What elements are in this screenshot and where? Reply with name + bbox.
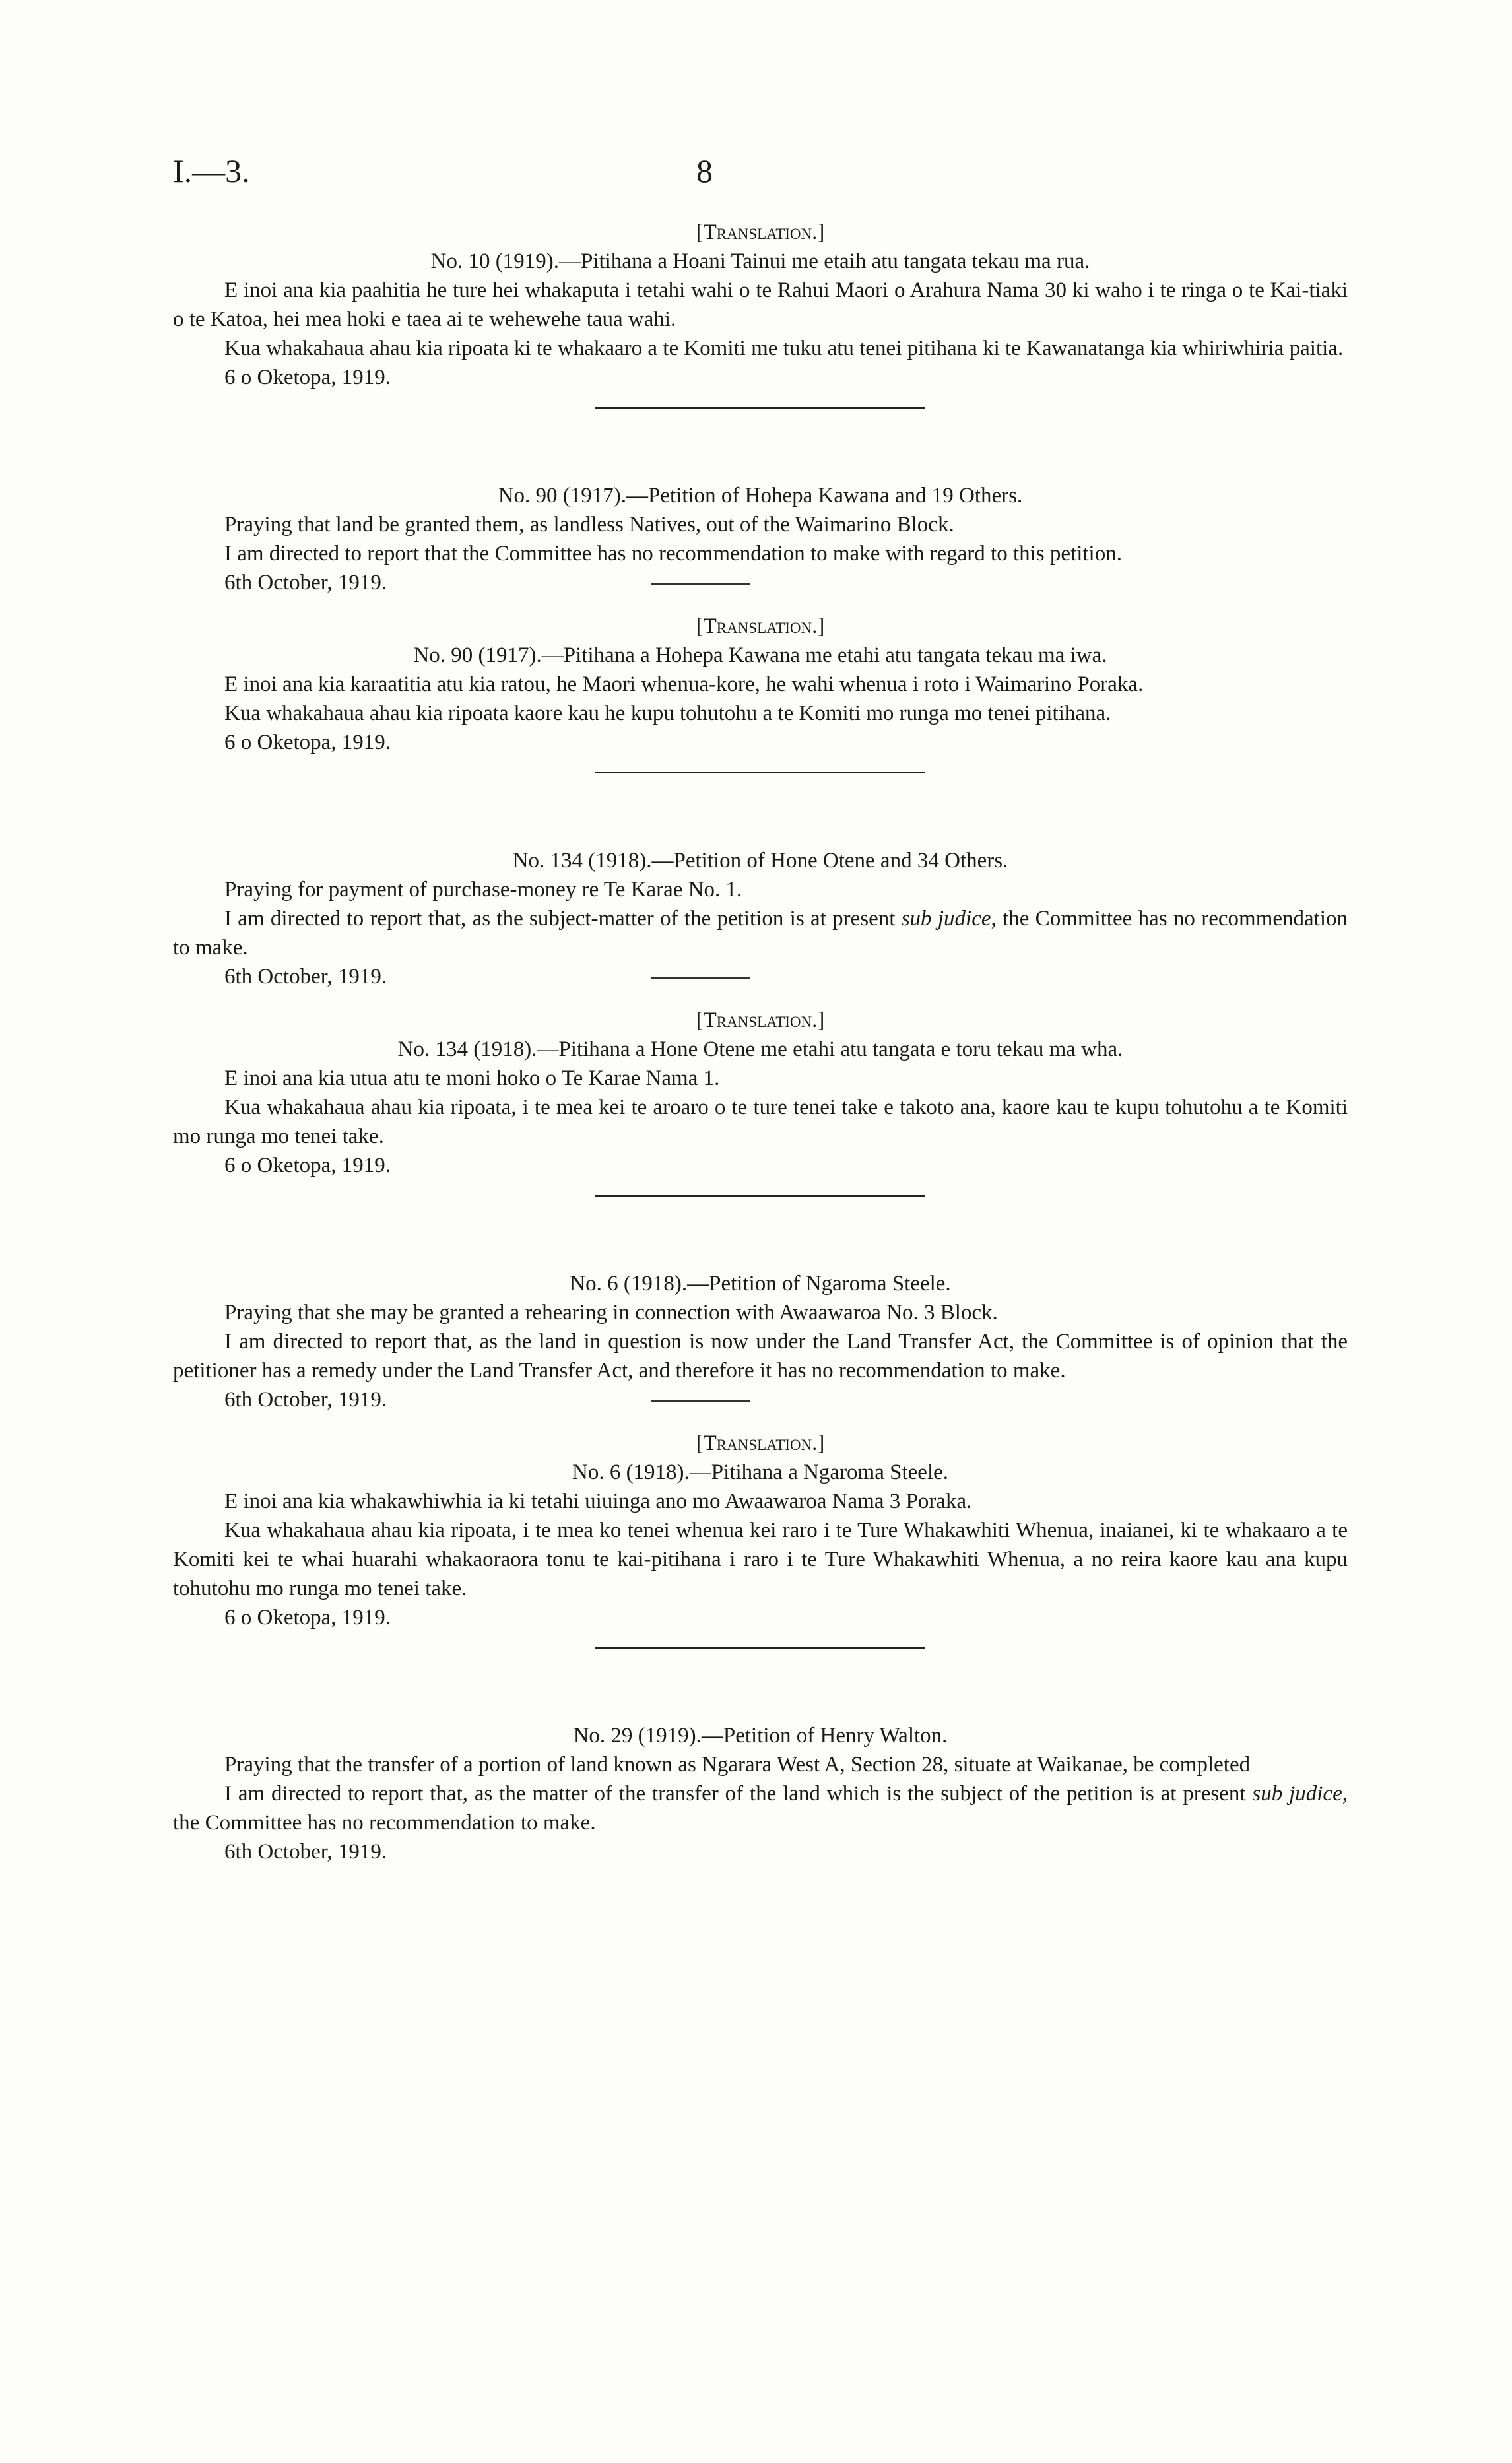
date-line: 6th October, 1919. xyxy=(173,962,1348,991)
paragraph: Praying for payment of purchase-money re Te Karae No. 1. xyxy=(224,878,742,902)
paragraph: I am directed to report that, as the land in question is now under the Land Transfer Act, the Committee is of opinion that the petitioner has a remedy under the Land Transfer Act, and therefore it has no recommendation to make. xyxy=(173,1330,1348,1383)
short-divider xyxy=(651,583,750,585)
section-petition-29-1919 xyxy=(173,1721,1348,1866)
section-title: No. 90 (1917).—Petition of Hohepa Kawana and 19 Others. xyxy=(498,484,1023,508)
paragraph: E inoi ana kia whakawhiwhia ia ki tetahi uiuinga ano mo Awaawaroa Nama 3 Poraka. xyxy=(224,1490,972,1513)
translation-label: [Translation.] xyxy=(696,614,825,638)
paragraph: E inoi ana kia paahitia he ture hei whakaputa i tetahi wahi o te Rahui Maori o Arahura Nama 30 ki waho i te ringa o te Kai-tiaki o te Katoa, hei mea hoki e taea ai te wehewehe taua wahi. xyxy=(173,279,1348,331)
section-title: No. 29 (1919).—Petition of Henry Walton. xyxy=(573,1724,948,1748)
paragraph: Kua whakahaua ahau kia ripoata, i te mea ko tenei whenua kei raro i te Ture Whakawhiti Whenua, inaianei, ki te whakaaro a te Komiti kei te whai huarahi whakaoraora tonu te kai-pitihana i raro i te Ture Whakawhiti Whenua, a no reira kaore kau ana kupu tohutohu mo runga mo tenei take. xyxy=(173,1519,1348,1600)
date-line: 6 o Oketopa, 1919. xyxy=(224,731,391,754)
date-line: 6th October, 1919. xyxy=(173,1385,1348,1414)
translation-label: [Translation.] xyxy=(696,220,825,244)
translation-title: No. 134 (1918).—Pitihana a Hone Otene me etahi atu tangata e toru tekau ma wha. xyxy=(397,1037,1123,1061)
section-petition-134-1918 xyxy=(173,846,1348,1180)
date-line: 6 o Oketopa, 1919. xyxy=(224,1606,391,1629)
paragraph: Kua whakahaua ahau kia ripoata kaore kau he kupu tohutohu a te Komiti mo runga mo tenei pitihana. xyxy=(224,702,1111,725)
date-line: 6 o Oketopa, 1919. xyxy=(224,366,391,389)
translation-title: No. 6 (1918).—Pitihana a Ngaroma Steele. xyxy=(572,1461,949,1484)
paragraph: I am directed to report that, as the matter of the transfer of the land which is the subject of the petition is at present sub judice, the Committee has no recommendation to make. xyxy=(173,1782,1348,1835)
series-label: I.—3. xyxy=(173,152,250,189)
paragraph: E inoi ana kia utua atu te moni hoko o Te Karae Nama 1. xyxy=(224,1067,720,1090)
paragraph: E inoi ana kia karaatitia atu kia ratou, he Maori whenua-kore, he wahi whenua i roto i Waimarino Poraka. xyxy=(224,673,1144,696)
paragraph: Praying that she may be granted a rehearing in connection with Awaawaroa No. 3 Block. xyxy=(224,1301,998,1325)
paragraph: I am directed to report that, as the subject-matter of the petition is at present sub judice, the Committee has no recommendation to make. xyxy=(173,907,1348,960)
paragraph: Praying that land be granted them, as landless Natives, out of the Waimarino Block. xyxy=(224,513,954,537)
paragraph: Kua whakahaua ahau kia ripoata, i te mea kei te aroaro o te ture tenei take e takoto ana, kaore kau te kupu tohutohu a te Komiti mo runga mo tenei take. xyxy=(173,1096,1348,1148)
date-line: 6 o Oketopa, 1919. xyxy=(224,1154,391,1177)
short-divider xyxy=(651,1400,750,1402)
section-petition-6-1918 xyxy=(173,1269,1348,1632)
translation-title: No. 90 (1917).—Pitihana a Hohepa Kawana me etahi atu tangata tekau ma iwa. xyxy=(413,643,1107,667)
section-petition-90-1917 xyxy=(173,481,1348,757)
translation-label: [Translation.] xyxy=(696,1008,825,1032)
short-divider xyxy=(651,977,750,979)
paragraph: I am directed to report that the Committee has no recommendation to make with regard to this petition. xyxy=(224,542,1122,566)
section-title: No. 6 (1918).—Petition of Ngaroma Steele. xyxy=(570,1272,951,1296)
page-number: 8 xyxy=(696,152,713,189)
date-line: 6th October, 1919. xyxy=(173,568,1348,597)
section-title: No. 10 (1919).—Pitihana a Hoani Tainui me etaih atu tangata tekau ma rua. xyxy=(430,249,1090,273)
paragraph: Kua whakahaua ahau kia ripoata ki te whakaaro a te Komiti me tuku atu tenei pitihana ki te Kawanatanga kia whiriwhiria paitia. xyxy=(224,337,1344,360)
document-body xyxy=(173,218,1348,1866)
section-title: No. 134 (1918).—Petition of Hone Otene and 34 Others. xyxy=(512,849,1008,872)
date-line: 6th October, 1919. xyxy=(224,1840,387,1864)
translation-label: [Translation.] xyxy=(696,1431,825,1455)
paragraph: Praying that the transfer of a portion of land known as Ngarara West A, Section 28, situate at Waikanae, be completed xyxy=(224,1753,1251,1777)
section-petition-10-1919 xyxy=(173,218,1348,392)
